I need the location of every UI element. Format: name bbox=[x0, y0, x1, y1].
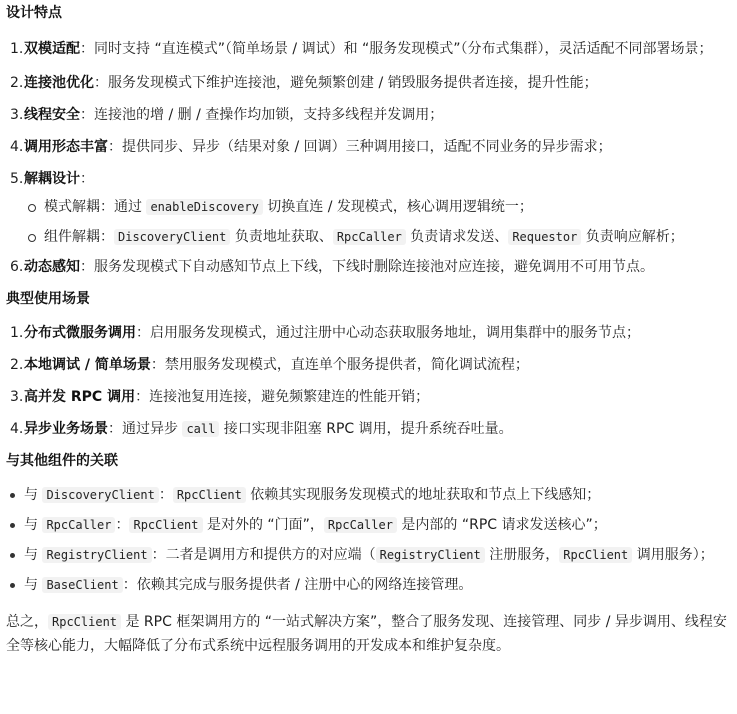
circle-bullet-icon bbox=[28, 234, 36, 242]
heading-design-features: 设计特点 bbox=[6, 5, 62, 21]
item-text: ： bbox=[115, 517, 130, 533]
item-text: 依赖其实现服务发现模式的地址获取和节点上下线感知； bbox=[245, 487, 601, 503]
item-text: ： bbox=[80, 171, 94, 187]
list-number: 6. bbox=[10, 259, 24, 275]
summary-text: 总之， bbox=[6, 614, 48, 630]
item-label: 本地调试 / 简单场景 bbox=[24, 357, 151, 373]
inline-code: RpcCaller bbox=[333, 229, 406, 245]
design-features-list bbox=[6, 38, 731, 278]
item-text: 与 bbox=[24, 487, 43, 503]
list-number: 1. bbox=[10, 325, 24, 341]
list-number: 4. bbox=[10, 139, 24, 155]
item-label: 连接池优化 bbox=[24, 75, 94, 91]
item-label: 异步业务场景 bbox=[24, 421, 108, 437]
item-label: 双模适配 bbox=[24, 41, 80, 57]
list-item bbox=[6, 168, 731, 190]
inline-code: RpcClient bbox=[173, 487, 246, 503]
summary-text: 是 RPC 框架调用方的 “一站式解决方案”，整合了服务发现、连接管理、同步 / 异步调用、线程安全等核心能力，大幅降低了分布式系统中远程服务调用的开发成本和维护复杂度。 bbox=[6, 614, 727, 654]
item-text: 与 bbox=[24, 547, 43, 563]
bullet-icon bbox=[10, 583, 15, 588]
list-item bbox=[6, 38, 731, 60]
inline-code: BaseClient bbox=[42, 577, 122, 593]
inline-code: RpcClient bbox=[48, 614, 121, 630]
item-label: 分布式微服务调用 bbox=[24, 325, 136, 341]
list-number: 5. bbox=[10, 171, 24, 187]
item-text: ：连接池的增 / 删 / 查操作均加锁，支持多线程并发调用； bbox=[80, 107, 444, 123]
inline-code: DiscoveryClient bbox=[114, 229, 230, 245]
list-number: 2. bbox=[10, 357, 24, 373]
item-text: ：同时支持 “直连模式”（简单场景 / 调试）和 “服务发现模式”（分布式集群），灵活适配不同部署场景； bbox=[80, 41, 713, 57]
inline-code: RpcCaller bbox=[324, 517, 397, 533]
item-label: 线程安全 bbox=[24, 107, 80, 123]
list-number: 3. bbox=[10, 107, 24, 123]
item-text: ：二者是调用方和提供方的对应端（ bbox=[151, 547, 376, 563]
inline-code: Requestor bbox=[508, 229, 581, 245]
sub-text: 负责请求发送、 bbox=[405, 229, 509, 245]
item-text: ：禁用服务发现模式，直连单个服务提供者，简化调试流程； bbox=[150, 357, 529, 373]
item-text: ：连接池复用连接，避免频繁建连的性能开销； bbox=[135, 389, 430, 405]
summary-paragraph bbox=[6, 610, 731, 658]
item-label: 调用形态丰富 bbox=[24, 139, 108, 155]
list-item bbox=[6, 256, 731, 278]
inline-code: enableDiscovery bbox=[146, 199, 262, 215]
item-label: 动态感知 bbox=[24, 259, 80, 275]
inline-code: RpcClient bbox=[129, 517, 202, 533]
item-text: ：服务发现模式下维护连接池，避免频繁创建 / 销毁服务提供者连接，提升性能； bbox=[94, 75, 598, 91]
item-label: 高并发 RPC 调用 bbox=[24, 389, 136, 405]
list-item bbox=[6, 104, 731, 126]
sub-text: 切换直连 / 发现模式，核心调用逻辑统一； bbox=[262, 199, 533, 215]
item-text: 与 bbox=[24, 517, 43, 533]
sub-text: 组件解耦： bbox=[44, 229, 114, 245]
item-text: ：提供同步、异步（结果对象 / 回调）三种调用接口，适配不同业务的异步需求； bbox=[108, 139, 612, 155]
inline-code: RegistryClient bbox=[42, 547, 151, 563]
bullet-icon bbox=[10, 493, 15, 498]
item-text: ：服务发现模式下自动感知节点上下线，下线时删除连接池对应连接，避免调用不可用节点。 bbox=[80, 259, 654, 275]
sub-text: 负责响应解析； bbox=[581, 229, 684, 245]
scenarios-list bbox=[6, 322, 731, 440]
relations-list bbox=[6, 484, 731, 596]
item-text: ： bbox=[158, 487, 173, 503]
list-number: 1. bbox=[10, 41, 24, 57]
list-item bbox=[6, 322, 731, 344]
item-text: 接口实现非阻塞 RPC 调用，提升系统吞吐量。 bbox=[219, 421, 513, 437]
list-item bbox=[6, 72, 731, 94]
item-text: 是内部的 “RPC 请求发送核心”； bbox=[396, 517, 607, 533]
sub-list-item bbox=[6, 196, 731, 218]
list-item bbox=[6, 354, 731, 376]
bullet-icon bbox=[10, 523, 15, 528]
item-text: ：依赖其完成与服务提供者 / 注册中心的网络连接管理。 bbox=[122, 577, 473, 593]
item-text: 注册服务， bbox=[484, 547, 560, 563]
circle-bullet-icon bbox=[28, 204, 36, 212]
sub-text: 模式解耦：通过 bbox=[44, 199, 147, 215]
list-item bbox=[6, 574, 731, 596]
list-item bbox=[6, 136, 731, 158]
list-item bbox=[6, 544, 731, 566]
item-text: ：启用服务发现模式，通过注册中心动态获取服务地址，调用集群中的服务节点； bbox=[136, 325, 640, 341]
item-text: 是对外的 “门面”， bbox=[202, 517, 324, 533]
item-label: 解耦设计 bbox=[24, 171, 80, 187]
bullet-icon bbox=[10, 553, 15, 558]
list-number: 3. bbox=[10, 389, 24, 405]
inline-code: RpcCaller bbox=[42, 517, 115, 533]
inline-code: DiscoveryClient bbox=[42, 487, 158, 503]
list-item bbox=[6, 484, 731, 506]
heading-typical-scenarios: 典型使用场景 bbox=[6, 291, 90, 307]
item-text: ：通过异步 bbox=[108, 421, 183, 437]
list-number: 2. bbox=[10, 75, 24, 91]
heading-relations: 与其他组件的关联 bbox=[6, 453, 118, 469]
inline-code: RpcClient bbox=[559, 547, 632, 563]
inline-code: call bbox=[182, 421, 219, 437]
item-text: 与 bbox=[24, 577, 43, 593]
list-number: 4. bbox=[10, 421, 24, 437]
list-item bbox=[6, 386, 731, 408]
list-item bbox=[6, 514, 731, 536]
sub-list-item bbox=[6, 226, 731, 248]
sub-text: 负责地址获取、 bbox=[230, 229, 333, 245]
list-item bbox=[6, 418, 731, 440]
item-text: 调用服务）； bbox=[632, 547, 714, 563]
inline-code: RegistryClient bbox=[376, 547, 485, 563]
